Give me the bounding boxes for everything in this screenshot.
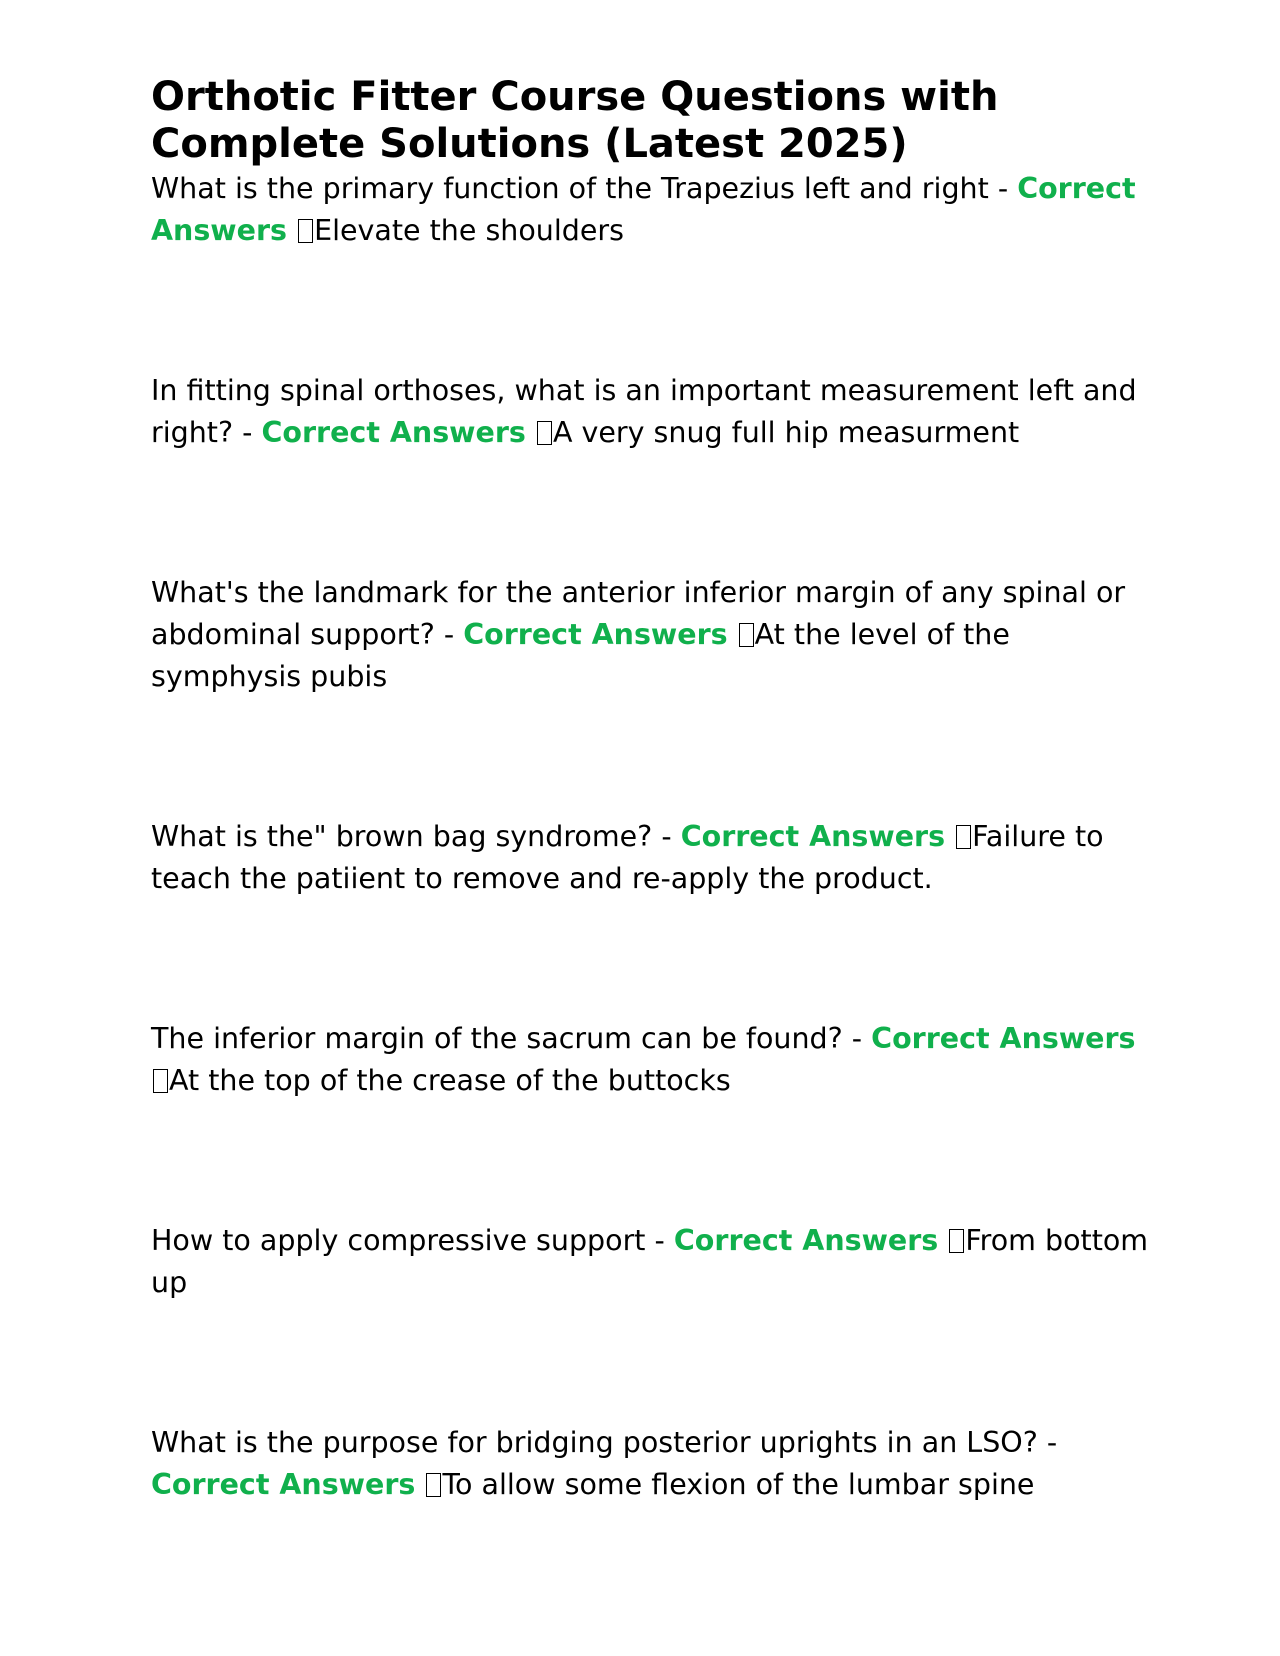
separator: - bbox=[842, 1022, 872, 1055]
answer-text: A very snug full hip measurment bbox=[552, 416, 1020, 449]
separator: - bbox=[233, 416, 262, 449]
qa-item bbox=[151, 1018, 1151, 1102]
answer-label: Correct Answers bbox=[871, 1022, 1136, 1055]
qa-item bbox=[151, 370, 1151, 454]
answer-label: Correct Answers bbox=[463, 618, 728, 651]
question-text: The inferior margin of the sacrum can be found? bbox=[151, 1022, 843, 1055]
question-text: What is the" brown bag syndrome? bbox=[151, 820, 653, 853]
document-title: Orthotic Fitter Course Questions with Complete Solutions (Latest 2025) bbox=[151, 74, 999, 167]
question-text: What's the landmark for the anterior inferior margin of any spinal or abdominal support? bbox=[151, 576, 1126, 651]
qa-item bbox=[151, 1220, 1151, 1304]
missing-glyph-icon bbox=[426, 1473, 441, 1497]
qa-item bbox=[151, 1422, 1151, 1506]
answer-text: To allow some flexion of the lumbar spine bbox=[442, 1468, 1035, 1501]
question-text: How to apply compressive support bbox=[151, 1224, 646, 1257]
answer-text: Failure to teach the patiient to remove and re-apply the product. bbox=[151, 820, 1104, 895]
separator: - bbox=[988, 172, 1018, 205]
missing-glyph-icon bbox=[298, 219, 313, 243]
question-text: What is the primary function of the Trapezius left and right bbox=[151, 172, 989, 205]
question-text: What is the purpose for bridging posterior uprights in an LSO? bbox=[151, 1426, 1038, 1459]
answer-text: At the top of the crease of the buttocks bbox=[169, 1064, 731, 1097]
missing-glyph-icon bbox=[949, 1229, 964, 1253]
missing-glyph-icon bbox=[537, 421, 552, 445]
document-page bbox=[151, 74, 1151, 1624]
answer-label: Correct Answers bbox=[151, 1468, 416, 1501]
missing-glyph-icon bbox=[739, 623, 754, 647]
separator: - bbox=[645, 1224, 674, 1257]
separator: - bbox=[1037, 1426, 1058, 1459]
qa-item bbox=[151, 816, 1151, 900]
answer-label: Correct Answers bbox=[261, 416, 526, 449]
answer-text: From bottom up bbox=[151, 1224, 1149, 1299]
answer-text: Elevate the shoulders bbox=[314, 214, 624, 247]
answer-label: Correct Answers bbox=[680, 820, 946, 853]
answer-text: At the level of the symphysis pubis bbox=[151, 618, 1010, 693]
missing-glyph-icon bbox=[153, 1069, 168, 1093]
missing-glyph-icon bbox=[956, 825, 971, 849]
separator: - bbox=[652, 820, 681, 853]
qa-list bbox=[151, 168, 1151, 1506]
qa-item bbox=[151, 572, 1151, 698]
answer-label: Correct Answers bbox=[151, 172, 1136, 247]
qa-item bbox=[151, 168, 1151, 252]
question-text: In fitting spinal orthoses, what is an important measurement left and right? bbox=[151, 374, 1137, 449]
separator: - bbox=[434, 618, 464, 651]
answer-label: Correct Answers bbox=[673, 1224, 939, 1257]
